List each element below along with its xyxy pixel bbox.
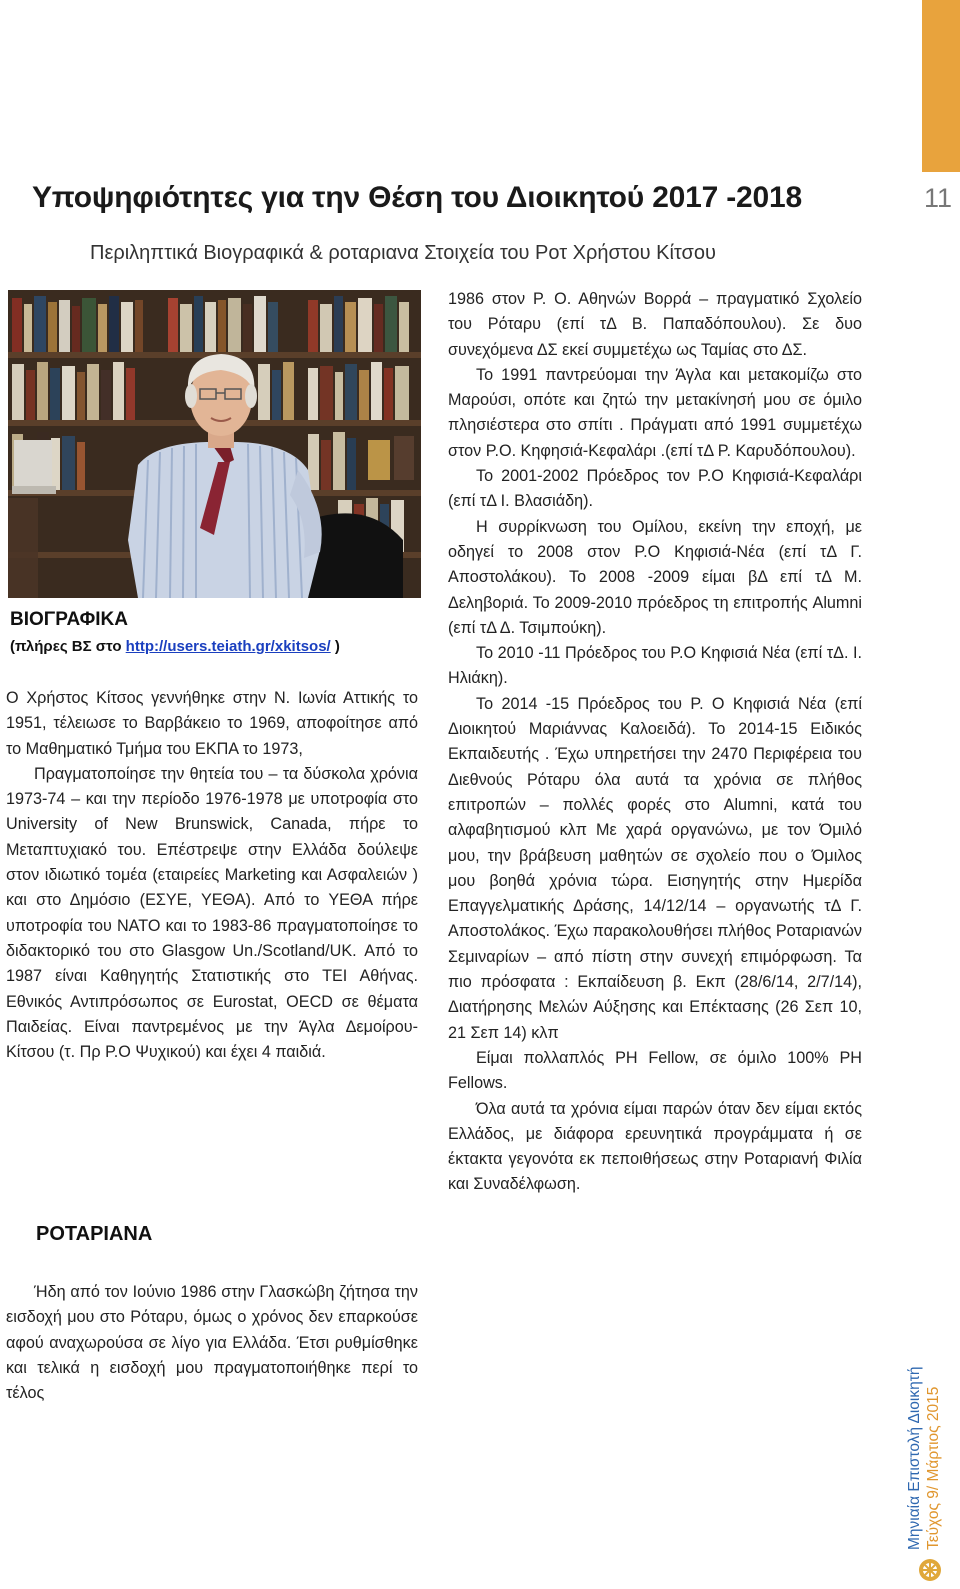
rotary-paragraph: Το 2010 -11 Πρόεδρος του Ρ.Ο Κηφισιά Νέα (επί τΔ. Ι. Ηλιάκη).	[448, 644, 862, 688]
rotary-paragraph: Το 2014 -15 Πρόεδρος του Ρ. Ο Κηφισιά Νέα (επί Διοικητού Μαριάννας Καλοειδά). Το 2014-15 Ειδικός Εκπαιδευτής . Έχω υπηρετήσει την 2470 Περιφέρεια του Διεθνούς Ρόταρυ όλα αυτά τα χρόνια σε πλήθος επιτροπών – πολλές φορές στο Alumni, κατά του αλφαβητισμού κλπ Με χαρά οργανώνω, με τον Όμιλό μου, την βράβευση μαθητών σε σχολείο που ο Όμιλος μου βοηθά χρόνια τώρα. Εισηγητής στην Ημερίδα Επαγγελματικής Δράσης, 14/12/14 – οργανωτής τΔ Γ. Αποστολάκος. Έχω παρακολουθήσει πλήθος Ροταριανών Σεμιναρίων – από πίστη στην συνεχή επιμόρφωση. Τα πιο πρόσφατα : Εκπαίδευση β. Εκπ (28/6/14, 2/7/14), Διατήρησης Μελών Αύξησης και Επέκτασης (26 Σεπ 10, 21 Σεπ 14) κλπ	[448, 694, 862, 1042]
newsletter-footer	[905, 1367, 943, 1550]
rotary-intro-paragraph: Ήδη από τον Ιούνιο 1986 στην Γλασκώβη ζήτησα την εισδοχή μου στο Ρόταρυ, όμως ο χρόνος δεν επαρκούσε αφού αναχωρούσα σε λίγο για Ελλάδα. Έτσι ρυθμίσθηκε και τελικά η εισδοχή μου πραγματοποιήθηκε περί το τέλος	[6, 1283, 418, 1403]
full-cv-note	[10, 638, 340, 655]
rotary-paragraph: Το 1991 παντρεύομαι την Άγλα και μετακομίζω στο Μαρούσι, οπότε και ζητώ την μετακίνησή μου σε όμιλο πλησιέστερα στο σπίτι . Πράγματι από 1991 συμμετέχω στον Ρ.Ο. Κηφησιά-Κεφαλάρι .(επί τΔ Ρ. Καρυδόπουλου).	[448, 365, 862, 460]
bio-paragraph: Πραγματοποίησε την θητεία του – τα δύσκολα χρόνια 1973-74 – και την περίοδο 1976-1978 με υποτροφία στο University of New Brunswick, Canada, πήρε το Μεταπτυχιακό του. Επέστρεψε στην Ελλάδα δούλεψε στον ιδιωτικό τομέα (εταιρείες Marketing και Ασφαλειών ) και στο Δημόσιο (ΕΣΥΕ, ΥΕΘΑ). Από το ΥΕΘΑ πήρε υποτροφία του ΝΑΤΟ και το 1983-86 πραγματοποίησε το διδακτορικό του στο Glasgow Un./Scotland/UK. Από το 1987 είναι Καθηγητής Στατιστικής στο ΤΕΙ Αθήνας. Εθνικός Αντιπρόσωπος σε Eurostat, OECD σε θέματα Παιδείας. Είναι παντρεμένος με την Άγλα Δεμοίρου-Κίτσου (τ. Πρ Ρ.Ο Ψυχικού) και έχει 4 παιδιά.	[6, 764, 418, 1062]
page-title: Υποψηφιότητες για την Θέση του Διοικητού 2017 -2018	[32, 181, 802, 214]
rotary-paragraph: Όλα αυτά τα χρόνια είμαι παρών όταν δεν είμαι εκτός Ελλάδος, με διάφορα ερευνητικά προγράμματα ή σε έκτακτα γεγονότα εκ πεποιθήσεως στην Ροταριανή Φιλία και Συναδέλφωση.	[448, 1099, 862, 1194]
biography-text	[6, 686, 418, 1065]
newsletter-name: Μηνιαία Επιστολή Διοικητή	[906, 1366, 923, 1550]
cv-note-prefix: (πλήρες ΒΣ στο	[10, 638, 126, 655]
rotary-wheel-icon	[916, 1556, 944, 1584]
orange-page-tab	[922, 0, 960, 172]
rotary-paragraph: 1986 στον Ρ. Ο. Αθηνών Βορρά – πραγματικό Σχολείο του Ρόταρυ (επί τΔ Β. Παπαδόπουλου). Σε δυο συνεχόμενα ΔΣ εκεί συμμετέχω ως Ταμίας στο ΔΣ.	[448, 290, 862, 359]
rotary-paragraph: Η συρρίκνωση του Ομίλου, εκείνη την εποχή, με οδηγεί το 2008 στον Ρ.Ο Κηφισιά-Νέα (επί τΔ Γ. Αποστολάκου). Το 2008 -2009 είμαι βΔ επί τΔ Μ. Δεληβοριά. Το 2009-2010 πρόεδρος τη επιτροπής Alumni (επί τΔ Δ. Τσιμπούκη).	[448, 517, 862, 637]
portrait-photo	[8, 290, 421, 598]
rotary-paragraph: Είμαι πολλαπλός PH Fellow, σε όμιλο 100% PH Fellows.	[448, 1048, 862, 1093]
rotary-intro-text	[6, 1280, 418, 1406]
rotary-text-column	[448, 287, 862, 1198]
rotary-paragraph: Το 2001-2002 Πρόεδρος τον Ρ.Ο Κηφισιά-Κεφαλάρι (επί τΔ Ι. Βλασιάδη).	[448, 467, 862, 511]
cv-note-suffix: )	[330, 638, 340, 655]
bio-paragraph: Ο Χρήστος Κίτσος γεννήθηκε στην Ν. Ιωνία Αττικής το 1951, τέλειωσε το Βαρβάκειο το 1969, αποφοίτησε από το Μαθηματικό Τμήμα του ΕΚΠΑ το 1973,	[6, 689, 418, 758]
issue-info: Τεύχος 9/ Μάρτιος 2015	[925, 1386, 942, 1550]
cv-link[interactable]: http://users.teiath.gr/xkitsos/	[125, 638, 331, 655]
page-subtitle: Περιληπτικά Βιογραφικά & ροταριανα Στοιχεία του Ροτ Χρήστου Κίτσου	[90, 242, 716, 264]
biography-heading: ΒΙΟΓΡΑΦΙΚΑ	[10, 609, 128, 630]
rotary-heading: ΡΟΤΑΡΙΑΝΑ	[36, 1223, 153, 1245]
page-number: 11	[923, 183, 953, 213]
